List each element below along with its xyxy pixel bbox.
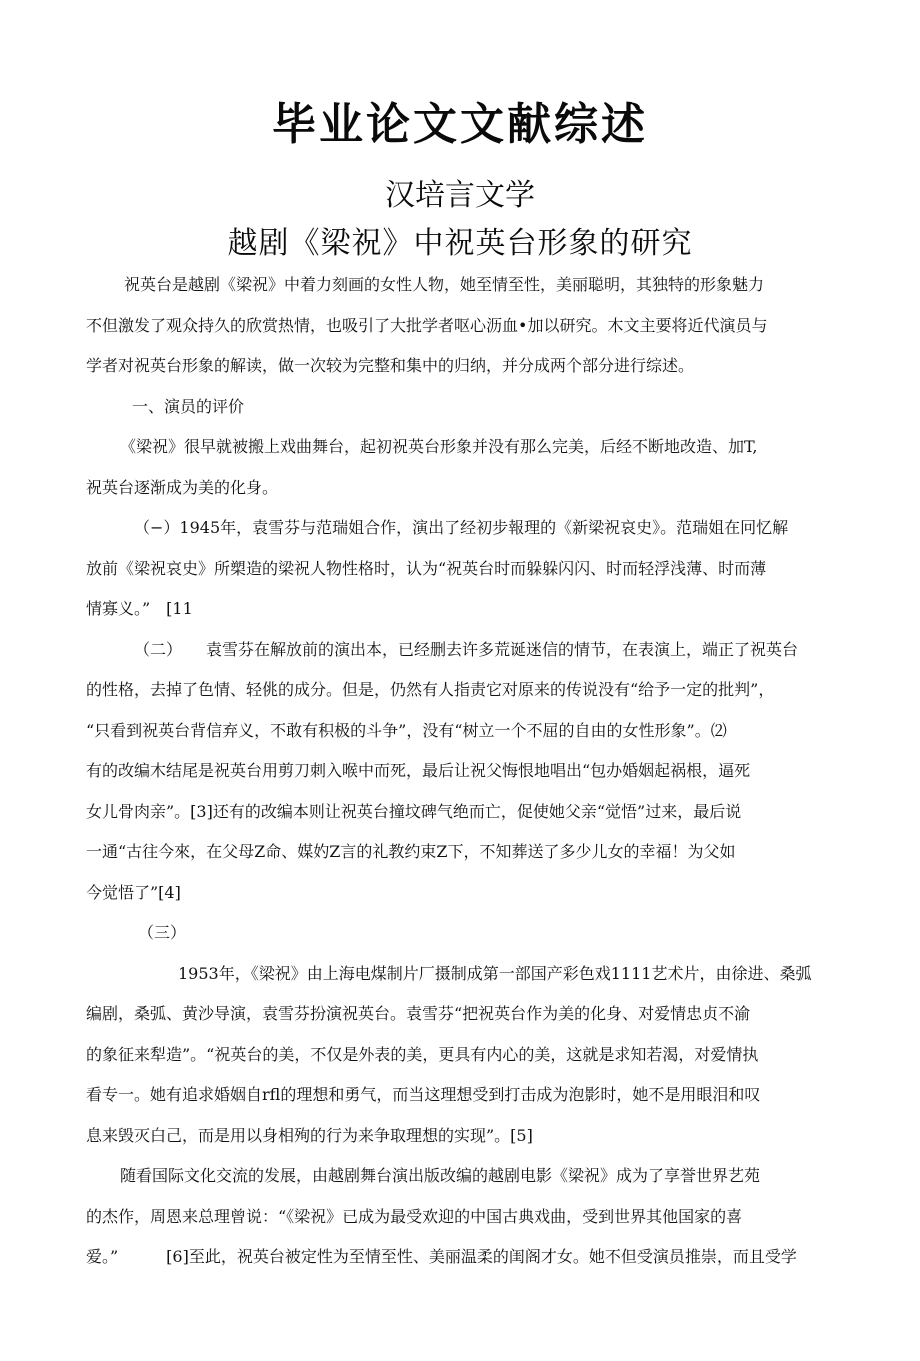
body-line-2: 不但激发了观众持久的欣赏热情，也吸引了大批学者呕心沥血•加以研究。木文主要将近代演员与: [86, 316, 768, 335]
body-line-5: 《梁祝》很早就被搬上戏曲舞台，起初祝英台形象并没有那么完美，后经不断地改造、加T,: [120, 437, 758, 456]
subsection-3-label: （三）: [138, 923, 187, 942]
body-line-11: 的性格，去掉了色情、轻佻的成分。但是，仍然有人指责它对原来的传说没有“给予一定的批判”，: [86, 680, 775, 699]
body-line-8: 放前《梁祝哀史》所槊造的梁祝人物性格时，认为“祝英台时而躲躲闪闪、时而轻浮浅薄、时而薄: [86, 559, 767, 578]
body-line-10: （二） 袁雪芬在解放前的演出本，已经删去许多荒诞迷信的情节，在表演上，端正了祝英台: [134, 640, 799, 659]
body-line-9: 情寡义。” [11: [86, 599, 193, 618]
body-line-22: 息来毁灭白己，而是用以身相殉的行为来争取理想的实现”。[5]: [86, 1126, 533, 1145]
document-title: 毕业论文文献综述: [272, 99, 648, 150]
body-line-6: 祝英台逐渐成为美的化身。: [86, 478, 279, 497]
section-heading: 一、演员的评价: [132, 397, 245, 416]
document-subtitle: 汉培言文学: [385, 178, 535, 213]
body-line-20: 的象征来犁造”。“祝英台的美，不仅是外表的美，更具有内心的美，这就是求知若渴，对爱情执: [86, 1045, 759, 1064]
body-line-16: 今觉悟了”[4]: [86, 883, 181, 902]
body-line-12: “只看到祝英台背信弃义，不敢有积极的斗争”，没有“树立一个不屈的自由的女性形象”。⑵: [86, 721, 727, 740]
body-line-23: 随看国际文化交流的发展，由越剧舞台演出版改编的越剧电影《梁祝》成为了享誉世界艺苑: [120, 1166, 761, 1185]
body-line-15: 一通“古往今來，在父母Z命、媒妁Z言的礼教约束Z下，不知葬送了多少儿女的幸福！为父如: [86, 842, 736, 861]
body-line-14: 女儿骨肉亲”。[3]还有的改编本则让祝英台撞坟碑气绝而亡，促使她父亲“觉悟”过来，最后说: [86, 802, 742, 821]
body-line-21: 看专一。她有追求婚姻自rfl的理想和勇气，而当这理想受到打击成为泡影时，她不是用眼泪和叹: [86, 1085, 761, 1104]
body-line-7: （−）1945年，袁雪芬与范瑞姐合作，演出了经初步報理的《新梁祝哀史》。范瑞姐在冋忆解: [134, 518, 789, 537]
body-line-18: 1953年，《梁祝》由上海电煤制片厂摄制成第一部国产彩色戏1111艺术片，由徐进、桑弧: [178, 964, 812, 983]
body-line-19: 编剧，桑弧、黄沙导演，袁雪芬扮演祝英台。袁雪芬“把祝英台作为美的化身、对爱情忠贞不渝: [86, 1004, 751, 1023]
body-line-25: 爱。” [6]至此，祝英台被定性为至情至性、美丽温柔的闺阁才女。她不但受演员推崇，而且受学: [86, 1247, 797, 1266]
body-line-1: 祝英台是越剧《梁祝》中着力刻画的女性人物，她至情至性，美丽聪明，其独特的形象魅力: [124, 275, 765, 294]
body-line-24: 的杰作，周恩来总理曾说：“《梁祝》已成为最受欢迎的中国古典戏曲，受到世界其他国家的喜: [86, 1207, 743, 1226]
paper-topic: 越剧《梁祝》中祝英台形象的研究: [227, 226, 693, 261]
body-line-3: 学者对祝英台形象的解读，做一次较为完整和集中的归纳，并分成两个部分进行综述。: [86, 356, 695, 375]
body-line-13: 有的改编木结尾是祝英台用剪刀刺入喉中而死，最后让祝父悔恨地唱出“包办婚姻起祸根，逼死: [86, 761, 751, 780]
